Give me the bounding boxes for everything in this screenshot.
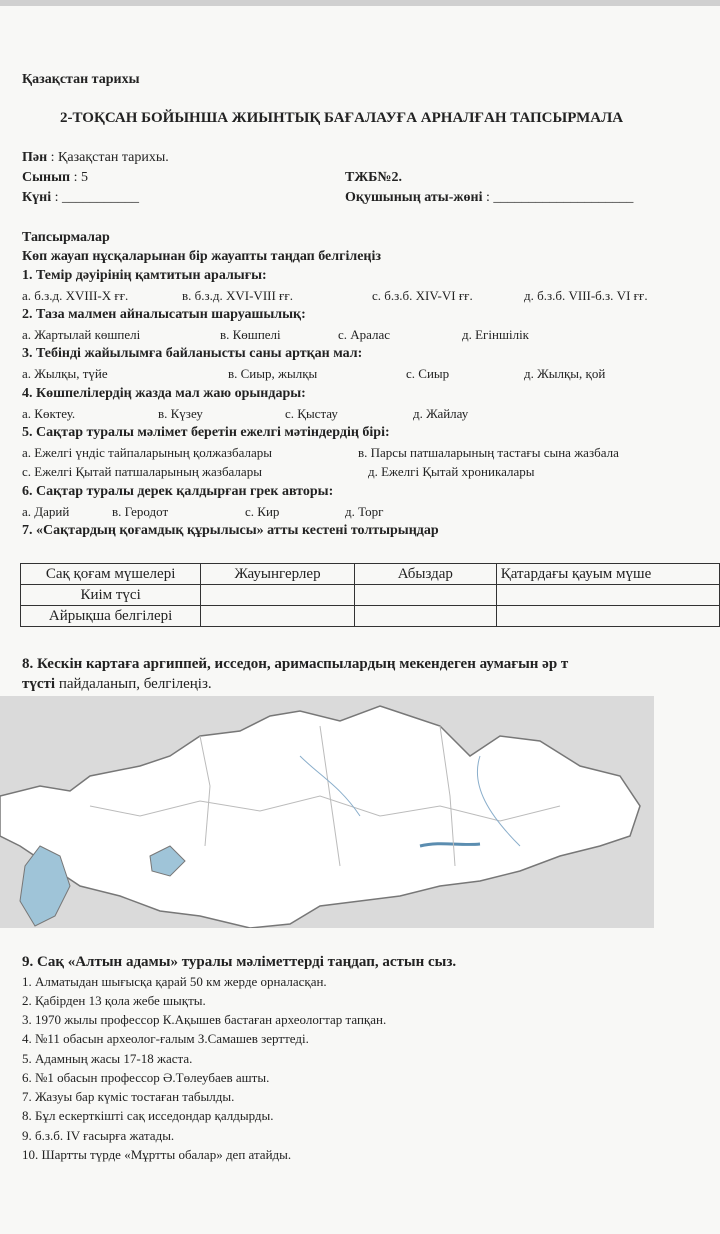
table-row-label: Айрықша белгілері [21, 606, 201, 627]
table-cell[interactable] [354, 585, 496, 606]
page-title: 2-ТОҚСАН БОЙЫНША ЖИЫНТЫҚ БАҒАЛАУҒА АРНАЛҒАН ТАПСЫРМАЛА [60, 110, 624, 126]
question-4: 4. Көшпелілердің жазда мал жаю орындары: [22, 386, 306, 401]
q4-option-c: с. Қыстау [285, 406, 338, 421]
question-8-cont: түсті пайдаланып, белгілеңіз. [22, 676, 212, 692]
q3-option-a: а. Жылқы, түйе [22, 366, 108, 381]
tasks-heading: Тапсырмалар [22, 230, 110, 245]
q1-option-d: д. б.з.б. VIII-б.з. VI ғғ. [524, 288, 648, 303]
question-3: 3. Тебінді жайылымға байланысты саны артқан мал: [22, 346, 363, 361]
table-row-label: Киім түсі [21, 585, 201, 606]
list-item: 1. Алматыдан шығысқа қарай 50 км жерде орналасқан. [22, 974, 327, 989]
q1-option-c: с. б.з.б. XIV-VI ғғ. [372, 288, 473, 303]
table-header-cell: Абыздар [354, 564, 496, 585]
q5-option-d: д. Ежелгі Қытай хроникалары [368, 464, 535, 479]
list-item: 5. Адамның жасы 17-18 жаста. [22, 1051, 193, 1066]
q3-option-b: в. Сиыр, жылқы [228, 366, 318, 381]
q2-option-c: с. Аралас [338, 327, 391, 342]
q4-option-b: в. Күзеу [158, 406, 203, 421]
table-header-cell: Сақ қоғам мүшелері [21, 564, 201, 585]
table-cell[interactable] [354, 606, 496, 627]
q1-option-a: а. б.з.д. XVIII-X ғғ. [22, 288, 129, 303]
question-2: 2. Таза малмен айналысатын шаруашылық: [22, 307, 306, 322]
question-8: 8. Кескін картаға аргиппей, исседон, аримаспылардың мекендеген аумағын әр т [22, 656, 569, 672]
q5-option-b: в. Парсы патшаларының тастағы сына жазбала [358, 445, 619, 460]
list-item: 7. Жазуы бар күміс тостаған табылды. [22, 1089, 235, 1104]
q1-option-b: в. б.з.д. XVI-VIII ғғ. [182, 288, 293, 303]
q6-option-b: в. Геродот [112, 504, 169, 519]
table-row [21, 606, 720, 627]
document-page [0, 6, 720, 1234]
list-item: 3. 1970 жылы профессор К.Ақышев бастаған археологтар тапқан. [22, 1012, 387, 1027]
table-cell[interactable] [496, 606, 719, 627]
info-date: Күні : ___________ [22, 190, 139, 205]
q3-option-d: д. Жылқы, қой [524, 366, 606, 381]
list-item: 8. Бұл ескерткішті сақ исседондар қалдырды. [22, 1108, 274, 1123]
q4-option-d: д. Жайлау [413, 406, 469, 421]
q6-option-c: с. Кир [245, 504, 280, 519]
table-row [21, 585, 720, 606]
q6-option-d: д. Торг [345, 504, 384, 519]
q4-option-a: а. Көктеу. [22, 406, 76, 421]
society-table [20, 563, 720, 627]
list-item: 4. №11 обасын археолог-ғалым З.Самашев зерттеді. [22, 1031, 309, 1046]
info-subject: Пән : Қазақстан тарихы. [22, 150, 169, 165]
list-item: 6. №1 обасын профессор Ә.Төлеубаев ашты. [22, 1070, 270, 1085]
q5-option-c: с. Ежелгі Қытай патшаларының жазбалары [22, 464, 262, 479]
question-5: 5. Сақтар туралы мәлімет беретін ежелгі мәтіндердің бірі: [22, 425, 390, 440]
table-header-cell: Қатардағы қауым мүше [496, 564, 719, 585]
q2-option-b: в. Көшпелі [220, 327, 281, 342]
info-grade: Сынып : 5 [22, 170, 88, 185]
q6-option-a: а. Дарий [22, 504, 70, 519]
question-9: 9. Сақ «Алтын адамы» туралы мәліметтерді таңдап, астын сыз. [22, 954, 457, 970]
table-cell[interactable] [496, 585, 719, 606]
table-row [21, 564, 720, 585]
table-cell[interactable] [201, 585, 355, 606]
tasks-instruction: Көп жауап нұсқаларынан бір жауапты таңдап белгілеңіз [22, 249, 382, 264]
question-7: 7. «Сақтардың қоғамдық құрылысы» атты кестені толтырыңдар [22, 523, 439, 538]
list-item: 9. б.з.б. IV ғасырға жатады. [22, 1128, 175, 1143]
list-item: 2. Қабірден 13 қола жебе шықты. [22, 993, 206, 1008]
q5-option-a: а. Ежелгі үндіс тайпаларының қолжазбалары [22, 445, 272, 460]
kazakhstan-outline-map[interactable] [0, 696, 654, 928]
subject-header: Қазақстан тарихы [22, 72, 140, 87]
info-code: ТЖБ№2. [345, 170, 403, 185]
list-item: 10. Шартты түрде «Мұртты обалар» деп атайды. [22, 1147, 292, 1162]
question-6: 6. Сақтар туралы дерек қалдырған грек авторы: [22, 484, 334, 499]
q3-option-c: с. Сиыр [406, 366, 450, 381]
table-header-cell: Жауынгерлер [201, 564, 355, 585]
map-graphic [0, 696, 654, 928]
question-1: 1. Темір дәуірінің қамтитын аралығы: [22, 268, 267, 283]
info-student-name: Оқушының аты-жөні : ____________________ [345, 190, 634, 205]
q2-option-d: д. Егіншілік [462, 327, 529, 342]
q2-option-a: а. Жартылай көшпелі [22, 327, 141, 342]
table-cell[interactable] [201, 606, 355, 627]
